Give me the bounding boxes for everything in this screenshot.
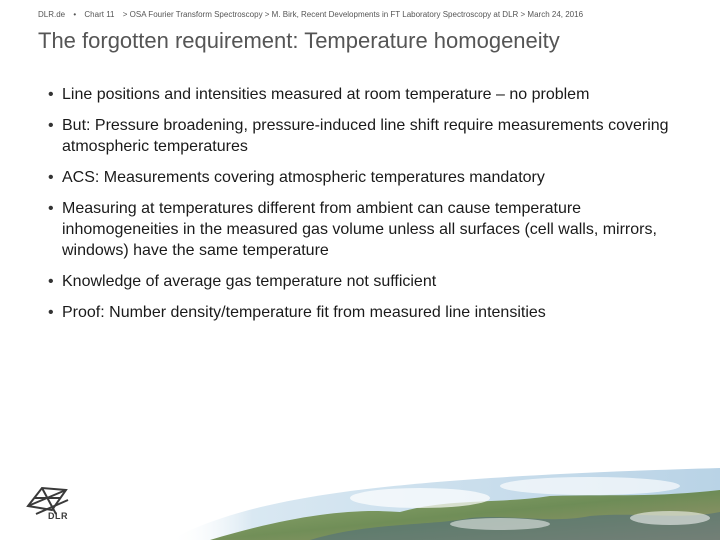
- bullet-item: • Proof: Number density/temperature fit from measured line intensities: [48, 302, 688, 323]
- header-site: DLR.de: [38, 10, 66, 19]
- header-separator: •: [73, 10, 77, 19]
- header-chart: Chart 11: [84, 10, 115, 19]
- logo-text: DLR: [48, 511, 68, 521]
- bullet-item: • Knowledge of average gas temperature not sufficient: [48, 271, 688, 292]
- bullet-item: • But: Pressure broadening, pressure-induced line shift require measurements covering atmospheric temperatures: [48, 115, 688, 157]
- bullet-list: [48, 84, 688, 333]
- earth-banner-image: [170, 468, 720, 540]
- slide-header: [38, 10, 710, 19]
- bullet-item: • ACS: Measurements covering atmospheric temperatures mandatory: [48, 167, 688, 188]
- bullet-item: • Line positions and intensities measured at room temperature – no problem: [48, 84, 688, 105]
- dlr-logo-icon: [22, 484, 74, 528]
- header-breadcrumb: > OSA Fourier Transform Spectroscopy > M. Birk, Recent Developments in FT Laboratory Spectroscopy at DLR > March 24, 2016: [122, 10, 584, 19]
- slide-title: The forgotten requirement: Temperature homogeneity: [38, 28, 560, 53]
- bullet-item: • Measuring at temperatures different from ambient can cause temperature inhomogeneities in the measured gas volume unless all surfaces (cell walls, mirrors, windows) have the same temperature: [48, 198, 688, 261]
